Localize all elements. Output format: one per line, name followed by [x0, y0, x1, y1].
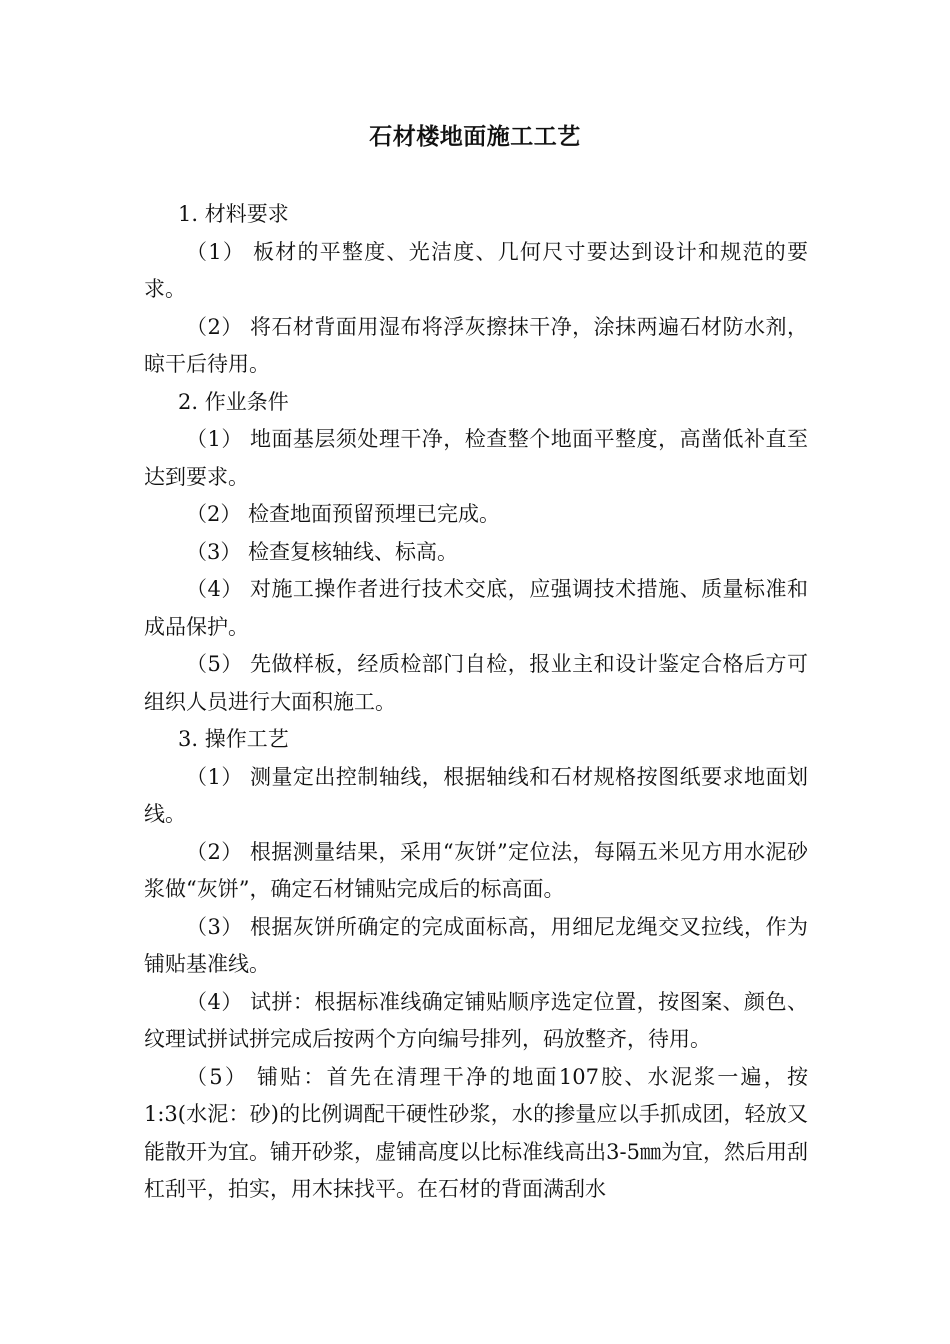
paragraph-item: （3） 根据灰饼所确定的完成面标高，用细尼龙绳交叉拉线，作为铺贴基准线。 — [144, 914, 808, 976]
paragraph-item: （2） 检查地面预留预埋已完成。 — [186, 502, 501, 526]
section-heading-process: 3. 操作工艺 — [178, 727, 289, 751]
paragraph-item: （1） 地面基层须处理干净，检查整个地面平整度，高凿低补直至达到要求。 — [144, 427, 808, 489]
paragraph-item: （5） 铺贴：首先在清理干净的地面107胶、水泥浆一遍，按1:3(水泥：砂)的比例调配干硬性砂浆，水的掺量应以手抓成团，轻放又能散开为宜。铺开砂浆，虚铺高度以比标准线高出3-5㎜为宜，然后用刮杠刮平，拍实，用木抹找平。在石材的背面满刮水 — [144, 1064, 808, 1201]
paragraph-item: （3） 检查复核轴线、标高。 — [186, 539, 459, 564]
paragraph-item: （2） 根据测量结果，采用“灰饼”定位法，每隔五米见方用水泥砂浆做“灰饼”，确定石材铺贴完成后的标高面。 — [144, 839, 808, 901]
section-heading-conditions: 2. 作业条件 — [178, 389, 289, 414]
paragraph-item: （5） 先做样板，经质检部门自检，报业主和设计鉴定合格后方可组织人员进行大面积施工。 — [144, 652, 808, 714]
paragraph-item: （1） 板材的平整度、光洁度、几何尺寸要达到设计和规范的要求。 — [144, 239, 808, 301]
section-heading-materials: 1. 材料要求 — [178, 202, 289, 226]
paragraph-item: （4） 对施工操作者进行技术交底，应强调技术措施、质量标准和成品保护。 — [144, 577, 808, 639]
paragraph-item: （2） 将石材背面用湿布将浮灰擦抹干净，涂抹两遍石材防水剂，晾干后待用。 — [144, 314, 808, 376]
document-body — [144, 196, 808, 1209]
document-title: 石材楼地面施工工艺 — [369, 123, 581, 150]
paragraph-item: （4） 试拼：根据标准线确定铺贴顺序选定位置，按图案、颜色、纹理试拼试拼完成后按两个方向编号排列，码放整齐，待用。 — [144, 989, 808, 1051]
paragraph-item: （1） 测量定出控制轴线，根据轴线和石材规格按图纸要求地面划线。 — [144, 764, 808, 826]
